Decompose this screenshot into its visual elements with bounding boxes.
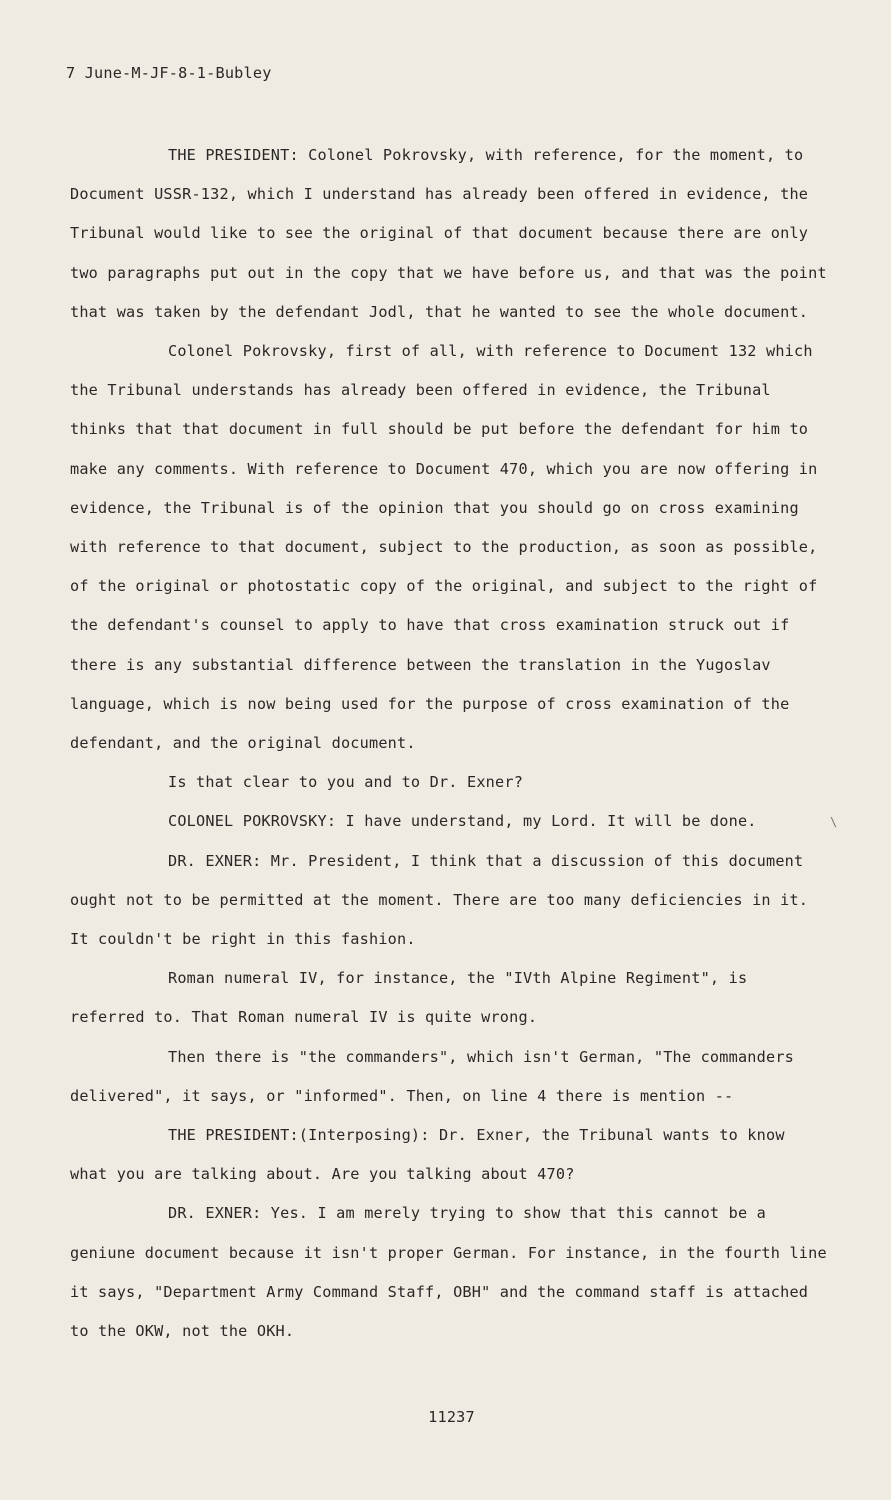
paragraph-pokrovsky-reply: COLONEL POKROVSKY: I have understand, my Lord. It will be done.: [168, 812, 757, 831]
paper-mark: \: [830, 815, 838, 829]
page-number: 11237: [428, 1408, 475, 1426]
paragraph-tribunal-ruling: Colonel Pokrovsky, first of all, with reference to Document 132 which the Tribunal understands has already been offered in evidence, the Tribunal thinks that that document in full should be put before the defendant for him to make any comments. With reference to Document 470, which you are now offering in evidence, the Tribunal is of the opinion that you should go on cross examining with reference to that document, subject to the production, as soon as possible, of the original or photostatic copy of the original, and subject to the right of the defendant's counsel to apply to have that cross examination struck out if there is any substantial difference between the translation in the Yugoslav language, which is now being used for the purpose of cross examination of the defendant, and the original document.: [70, 342, 818, 753]
paragraph-president-interposing: THE PRESIDENT:(Interposing): Dr. Exner, the Tribunal wants to know what you are talking about. Are you talking about 470?: [70, 1126, 785, 1184]
transcript-body: [70, 136, 830, 1351]
paragraph-clarification-question: Is that clear to you and to Dr. Exner?: [168, 773, 524, 792]
paragraph-president-statement: THE PRESIDENT: Colonel Pokrovsky, with reference, for the moment, to Document USSR-132, which I understand has already been offered in evidence, the Tribunal would like to see the original of that document because there are only two paragraphs put out in the copy that we have before us, and that was the point that was taken by the defendant Jodl, that he wanted to see the whole document.: [70, 146, 827, 321]
paragraph-roman-numeral: Roman numeral IV, for instance, the "IVth Alpine Regiment", is referred to. That Roman numeral IV is quite wrong.: [70, 969, 748, 1027]
paragraph-exner-objection: DR. EXNER: Mr. President, I think that a discussion of this document ought not to be permitted at the moment. There are too many deficiencies in it. It couldn't be right in this fashion.: [70, 851, 809, 949]
paragraph-exner-answer: DR. EXNER: Yes. I am merely trying to show that this cannot be a geniune document because it isn't proper German. For instance, in the fourth line it says, "Department Army Command Staff, OBH" and the command staff is attached to the OKW, not the OKH.: [70, 1204, 827, 1341]
paragraph-commanders: Then there is "the commanders", which isn't German, "The commanders delivered", it says, or "informed". Then, on line 4 there is mention --: [70, 1047, 795, 1105]
page-header: 7 June-M-JF-8-1-Bubley: [66, 64, 272, 82]
